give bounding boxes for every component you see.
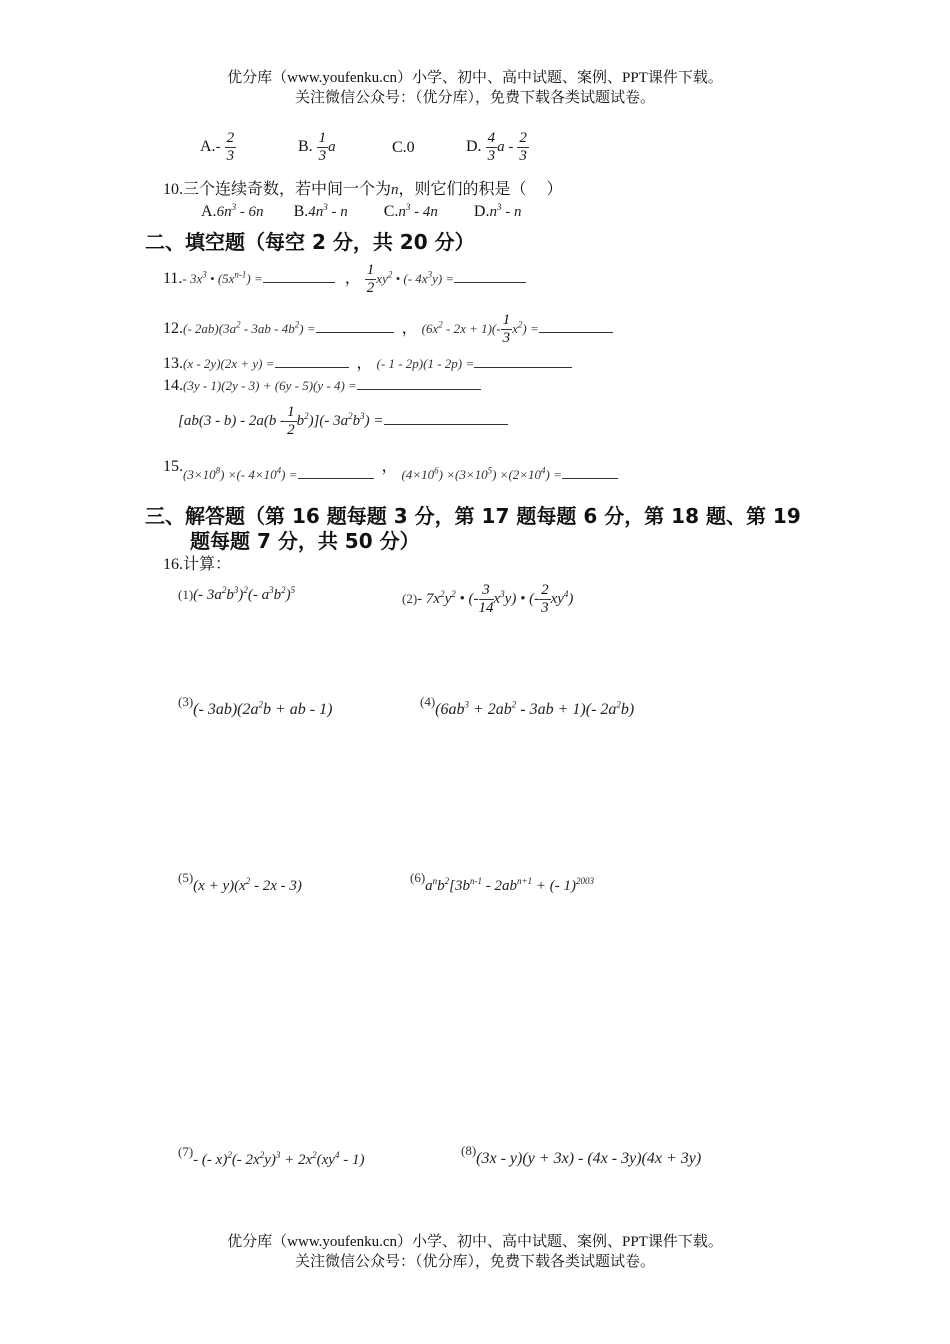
q11-number: 11. xyxy=(163,270,183,288)
q16-item-5: $^{(5)}(x + y)(x^2 - 2x - 3)$ xyxy=(178,870,302,894)
q11-blank-2[interactable] xyxy=(454,268,526,283)
q12: 12.(- $2ab)(3a^2 - 3ab - 4b^2)$ = ， $(6x^2 - 2x + 1)(-$ $\frac{1}{3}$ $x^2$) = xyxy=(163,312,613,347)
q14-fraction: $\frac{1}{2}$ xyxy=(287,404,295,438)
q14-number: 14. xyxy=(163,377,183,394)
q12-blank-1[interactable] xyxy=(316,318,394,333)
q14: 14.(3y - 1)(2y - 3) + (6y - 5)(y - 4) = xyxy=(163,375,481,395)
q13-blank-2[interactable] xyxy=(474,353,572,368)
q14-part2: [ab(3 - b) - 2a(b - $\frac{1}{2}$ $b^2)](-$ $3a^2b^3$) = xyxy=(178,404,508,439)
q16-item-3-number: (3) xyxy=(178,694,194,710)
q12-number: 12. xyxy=(163,320,183,338)
q13-number: 13. xyxy=(163,355,183,372)
q9-a-label: A. xyxy=(200,138,216,156)
q16-item-5-number: (5) xyxy=(178,870,194,885)
q10-b-label: B. xyxy=(293,203,309,220)
section3-title-line1: 三、解答题（第 16 题每题 3 分，第 17 题每题 6 分，第 18 题、第 19 xyxy=(145,504,801,528)
page-footer-line2: 关注微信公众号：（优分库），免费下载各类试题试卷。 xyxy=(294,1254,655,1270)
q10-var: n xyxy=(391,182,399,198)
q15: $15._{(3\times 10^8) \times(- 4\times 10^4) =}$ ， $_{(4\times 10^6) \times(3\times 10^5) \times(2\times 10^4) =}$ xyxy=(163,453,618,476)
q16-item-2: (2)- $7x^2y^2$ • (- $\frac{3}{14}$ $x^3y$) • (- $\frac{2}{3}$ $xy^4$) xyxy=(402,582,574,616)
q11: 11.- $3x^3$ • $(5x^{n-1})$ = ， $\frac{1}{2}$ $xy^2$ • (- $4x^3y$) = xyxy=(163,262,526,297)
q16-item-2-fraction2: $\frac{2}{3}$ xyxy=(541,582,549,616)
page-header-line2: 关注微信公众号：（优分库），免费下载各类试题试卷。 xyxy=(294,90,655,106)
q13: 13.(x - 2y)(2x + y) = ， (- 1 - 2p)(1 - 2p) = xyxy=(163,350,572,373)
q16-item-1: (1)(- $3a^2b^3)^2(-$ $a^3b^2)^5$ xyxy=(178,585,296,603)
q9-option-c: C.0 xyxy=(392,139,415,156)
q9-d-label: D. xyxy=(466,138,482,156)
q9-option-a: A.- $\frac{2}{3}$ xyxy=(200,130,235,164)
q10-a-label: A. xyxy=(201,203,217,220)
page-header-line1: 优分库（www.youfenku.cn）小学、初中、高中试题、案例、PPT课件下载。 xyxy=(227,70,723,86)
q9-b-fraction: $\frac{1}{3}$ xyxy=(318,130,327,164)
q16-item-2-number: (2) xyxy=(402,591,418,607)
q10-stem-end: ，则它们的积是（ ） xyxy=(398,181,563,198)
q16-item-1-number: (1) xyxy=(178,587,194,602)
q16-item-8-number: (8) xyxy=(461,1143,477,1158)
q9-d-fraction2: $\frac{2}{3}$ xyxy=(519,130,527,164)
q10-stem xyxy=(163,176,563,199)
q16-item-4: $^{(4)}(6ab^3 + 2ab^2 - 3ab + 1)(-$ $2a^2b$) xyxy=(420,694,635,719)
q15-blank-1[interactable] xyxy=(298,464,374,479)
q16-item-4-number: (4) xyxy=(420,694,436,710)
q9-a-fraction: $\frac{2}{3}$ xyxy=(226,130,235,164)
q14-blank-2[interactable] xyxy=(384,410,508,425)
q16-item-8: $^{(8)}$(3x - y)(y + 3x) - (4x - 3y)(4x + 3y) xyxy=(461,1143,702,1167)
page-footer-line1: 优分库（www.youfenku.cn）小学、初中、高中试题、案例、PPT课件下载。 xyxy=(227,1234,723,1250)
q10-c-label: C. xyxy=(383,203,399,220)
q12-blank-2[interactable] xyxy=(539,318,613,333)
q14-blank-1[interactable] xyxy=(357,375,481,390)
section3-title-line2: 题每题 7 分，共 50 分） xyxy=(190,529,420,553)
q15-blank-2[interactable] xyxy=(562,464,618,479)
q9-b-label: B. xyxy=(298,138,313,156)
section2-title: 二、填空题（每空 2 分，共 20 分） xyxy=(145,230,475,254)
q9-option-d: D. $\frac{4}{3}$ a - $\frac{2}{3}$ xyxy=(466,130,527,164)
q16-item-6-number: (6) xyxy=(410,870,426,885)
q16-stem: 16.计算： xyxy=(163,556,232,573)
q11-fraction: $\frac{1}{2}$ xyxy=(366,262,375,296)
q10-options: $A.6n^3 - 6n$ $B.4n^3$ - n $C.n^3 - 4n$ $D.n^3$ - n xyxy=(201,202,522,220)
q16-item-2-fraction1: $\frac{3}{14}$ xyxy=(478,582,494,616)
q11-blank-1[interactable] xyxy=(263,268,335,283)
q16-item-3: $^{(3)}$(- $3ab)(2a^2b$ + ab - 1) xyxy=(178,694,333,719)
q16-item-6: $^{(6)}a^nb^2[3b^{n-1} - 2ab^{n+1}$ + (- 1)$^{2003}$ xyxy=(410,870,594,894)
q16-item-7: $^{(7)}$- (- x)$^2$(- $2x^2y)^3 + 2x^2(xy^4 - 1)$ xyxy=(178,1144,365,1168)
q15-number: 15. xyxy=(163,458,183,475)
q9-option-b: B. $\frac{1}{3}$ a xyxy=(298,130,336,164)
q10-d-label: D. xyxy=(473,203,490,220)
q16-item-7-number: (7) xyxy=(178,1144,194,1159)
q12-fraction: $\frac{1}{3}$ xyxy=(502,312,511,346)
q9-d-fraction1: $\frac{4}{3}$ xyxy=(487,130,496,164)
q13-blank-1[interactable] xyxy=(275,353,349,368)
q10-stem-text: 10.三个连续奇数，若中间一个为 xyxy=(163,181,392,198)
